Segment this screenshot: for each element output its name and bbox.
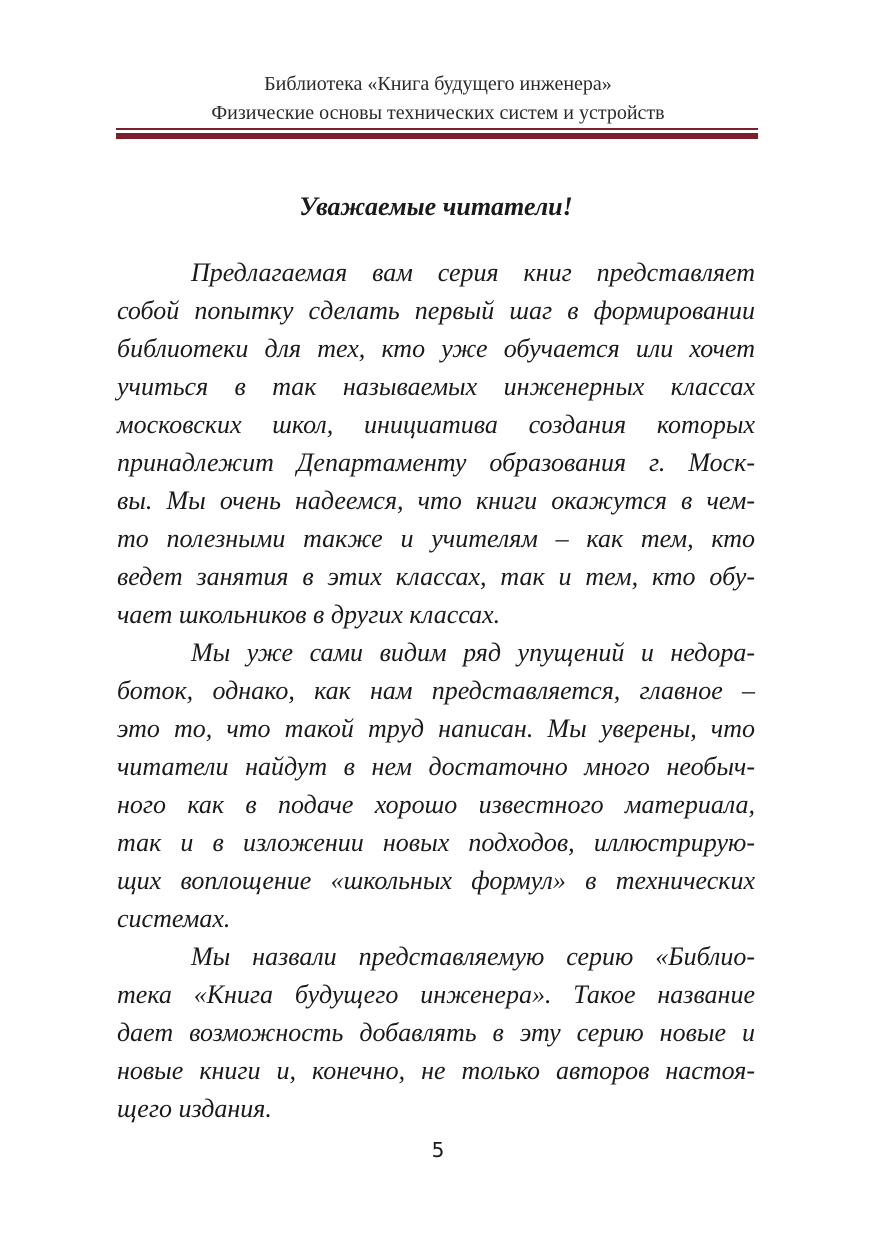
text-line: вы. Мы очень надеемся, что книги окажутся в чем- bbox=[117, 486, 755, 515]
page-title: Уважаемые читатели! bbox=[299, 192, 573, 221]
text-line: новые книги и, конечно, не только авторов настоя- bbox=[117, 1056, 755, 1085]
text-line: Мы назвали представляемую серию «Библио- bbox=[191, 942, 755, 971]
paragraph-2 bbox=[117, 634, 755, 938]
text-line: Предлагаемая вам серия книг представляет bbox=[191, 258, 755, 287]
text-line: тека «Книга будущего инженера». Такое название bbox=[117, 980, 755, 1009]
paragraph-3 bbox=[117, 938, 755, 1128]
text-line: московских школ, инициатива создания которых bbox=[117, 410, 755, 439]
page-number: 5 bbox=[431, 1138, 445, 1162]
text-line: читатели найдут в нем достаточно много необыч- bbox=[117, 752, 755, 781]
text-line: чает школьников в других классах. bbox=[117, 600, 501, 629]
text-line: Мы уже сами видим ряд упущений и недора- bbox=[191, 638, 755, 667]
header-series-title: Библиотека «Книга будущего инженера» bbox=[264, 73, 612, 95]
text-line: боток, однако, как нам представляется, главное – bbox=[117, 676, 755, 705]
header-book-title: Физические основы технических систем и устройств bbox=[211, 102, 665, 124]
text-line: дает возможность добавлять в эту серию новые и bbox=[117, 1018, 755, 1047]
paragraph-1 bbox=[117, 254, 755, 634]
text-line: щих воплощение «школьных формул» в технических bbox=[117, 866, 755, 895]
text-line: библиотеки для тех, кто уже обучается или хочет bbox=[117, 334, 755, 363]
header-rule-thin bbox=[116, 128, 758, 130]
text-line: то полезными также и учителям – как тем, кто bbox=[117, 524, 755, 553]
page-body bbox=[117, 188, 755, 1128]
text-line: так и в изложении новых подходов, иллюстрирую- bbox=[117, 828, 755, 857]
text-line: ведет занятия в этих классах, так и тем, кто обу- bbox=[117, 562, 755, 591]
text-line: щего издания. bbox=[117, 1094, 272, 1123]
text-line: ного как в подаче хорошо известного материала, bbox=[117, 790, 755, 819]
header-rule-thick bbox=[116, 133, 758, 139]
running-header bbox=[0, 70, 876, 128]
text-line: принадлежит Департаменту образования г. Моск- bbox=[117, 448, 755, 477]
text-line: собой попытку сделать первый шаг в формировании bbox=[117, 296, 755, 325]
text-line: системах. bbox=[117, 904, 231, 933]
text-line: это то, что такой труд написан. Мы уверены, что bbox=[117, 714, 755, 743]
text-line: учиться в так называемых инженерных классах bbox=[117, 372, 755, 401]
